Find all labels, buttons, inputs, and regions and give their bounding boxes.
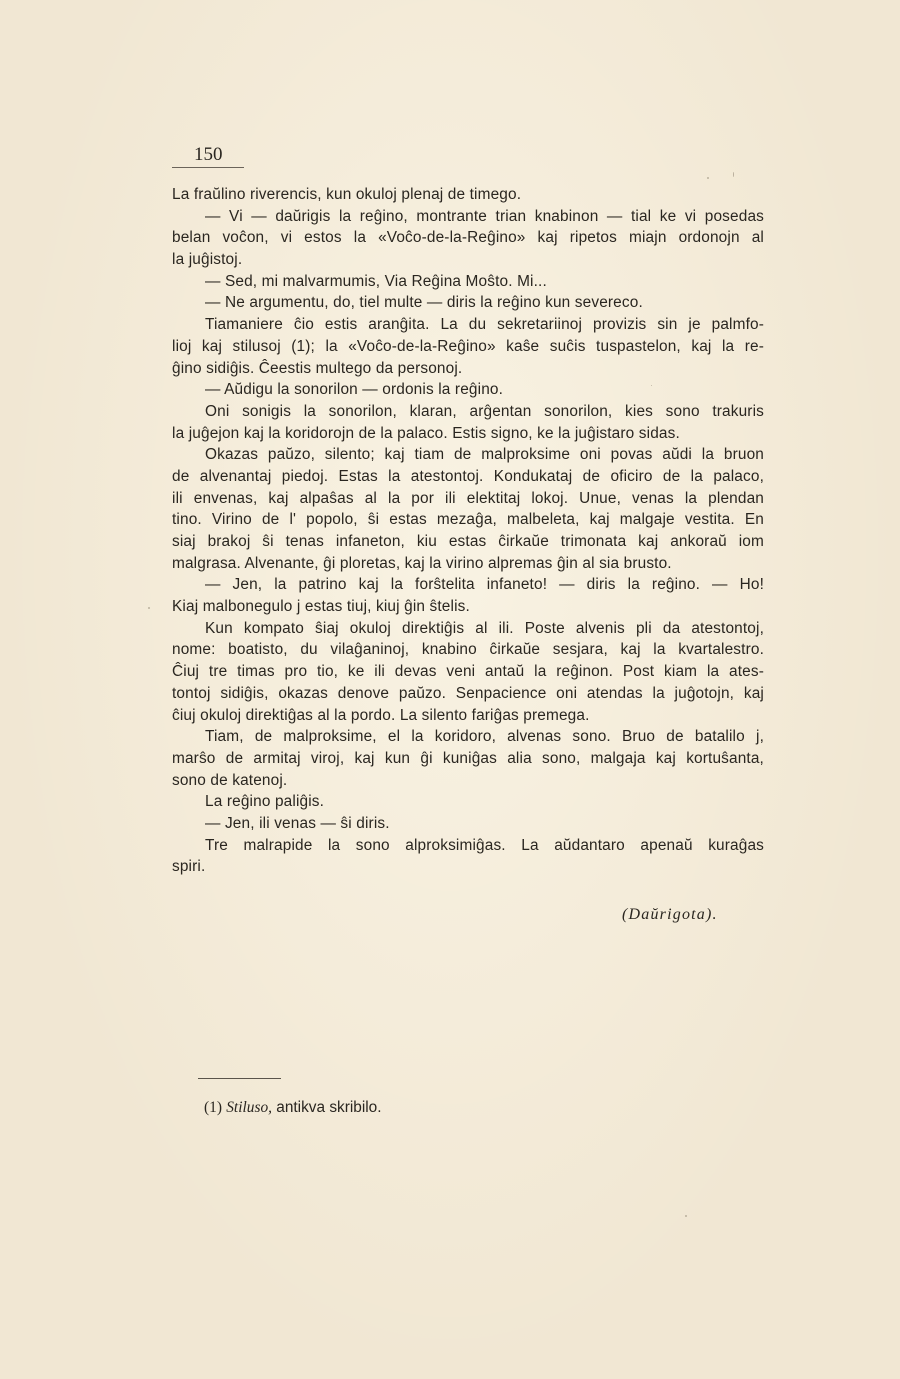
paper-speck [707,177,709,179]
text-line: — Jen, ili venas — ŝi diris. [205,814,390,832]
text-line: Tiam, de malproksime, el la koridoro, alvenas sono. Bruo de batalilo j, [205,728,764,746]
text-line: tino. Virino de l' popolo, ŝi estas mezaĝa, malbeleta, kaj malgaje vestita. En [172,511,764,529]
text-line: Tre malrapide la sono alproksimiĝas. La aŭdantaro apenaŭ kuraĝas [205,836,764,854]
page-number-rule [172,167,244,168]
body-text [172,184,764,878]
text-line: Tiamaniere ĉio estis aranĝita. La du sekretariinoj provizis sin je palmfo- [205,316,764,334]
text-line: ili envenas, kaj alpaŝas al la por ili elektitaj lokoj. Unue, venas la plendan [172,489,764,507]
text-line: Ĉiuj tre timas pro tio, ke ili devas veni antaŭ la reĝinon. Post kiam la ates- [172,663,764,681]
text-line: Okazas paŭzo, silento; kaj tiam de malproksime oni povas aŭdi la bruon [205,446,764,464]
continuation-note: (Daŭrigota). [622,906,718,923]
footnote-text: antikva skribilo. [276,1099,382,1116]
footnote-term: Stiluso, [226,1099,272,1116]
text-line: — Vi — daŭrigis la reĝino, montrante trian knabinon — tial ke vi posedas [205,207,764,225]
page-header [172,144,244,168]
text-line: — Ne argumentu, do, tiel multe — diris la reĝino kun severeco. [205,294,643,312]
paper-speck [733,172,734,177]
text-line: tontoj sidiĝis, okazas denove paŭzo. Senpacience oni atendas la juĝotojn, kaj [172,684,764,702]
footnote-marker: (1) [204,1099,222,1116]
text-line: — Sed, mi malvarmumis, Via Reĝina Moŝto. Mi... [205,272,547,290]
text-line: Oni sonigis la sonorilon, klaran, arĝentan sonorilon, kies sono trakuris [205,402,764,420]
text-line: nome: boatisto, du vilaĝaninoj, knabino ĉirkaŭe sesjara, kaj la kvartalestro. [172,641,764,659]
paper-speck [685,1215,687,1217]
text-line: la juĝejon kaj la koridorojn de la palaco. Estis signo, ke la juĝistaro sidas. [172,424,680,442]
paper-speck [148,607,150,609]
text-line: La fraŭlino riverencis, kun okuloj plenaj de timego. [172,186,522,203]
text-line: malgrasa. Alvenante, ĝi ploretas, kaj la virino alpremas ĝin al sia brusto. [172,554,672,572]
text-line: — Aŭdigu la sonorilon — ordonis la reĝino. [205,381,504,399]
text-line: Kun kompato ŝiaj okuloj direktiĝis al ili. Poste alvenis pli da atestontoj, [205,619,764,637]
text-line: la juĝistoj. [172,251,243,269]
text-line: spiri. [172,858,206,876]
text-line: ĉiuj okuloj direktiĝas al la pordo. La silento fariĝas premega. [172,706,590,724]
footnote-rule [198,1078,281,1079]
text-line: belan voĉon, vi estos la «Voĉo-de-la-Reĝino» kaj ripetos miajn ordonojn al [172,229,764,247]
text-line: La reĝino paliĝis. [205,793,325,811]
text-line: lioj kaj stilusoj (1); la «Voĉo-de-la-Reĝino» kaŝe suĉis tuspastelon, kaj la re- [172,337,764,355]
text-line: ĝino sidiĝis. Ĉeestis multego da personoj. [172,359,463,377]
footnote [204,1098,382,1118]
text-line: de alvenantaj piedoj. Estas la atestontoj. Kondukataj de oficiro de la palaco, [172,467,764,485]
text-line: — Jen, la patrino kaj la forŝtelita infaneto! — diris la reĝino. — Ho! [205,576,764,594]
text-line: siaj brakoj ŝi tenas infaneton, kiu estas ĉirkaŭe trimonata kaj ankoraŭ iom [172,533,764,550]
text-line: sono de katenoj. [172,771,288,789]
text-line: Kiaj malbonegulo j estas tiuj, kiuj ĝin ŝtelis. [172,598,470,616]
paper-speck [651,385,652,386]
page-number: 150 [194,144,223,165]
text-line: marŝo de armitaj viroj, kaj kun ĝi kuniĝas alia sono, malgaja kaj kortuŝanta, [172,749,764,767]
